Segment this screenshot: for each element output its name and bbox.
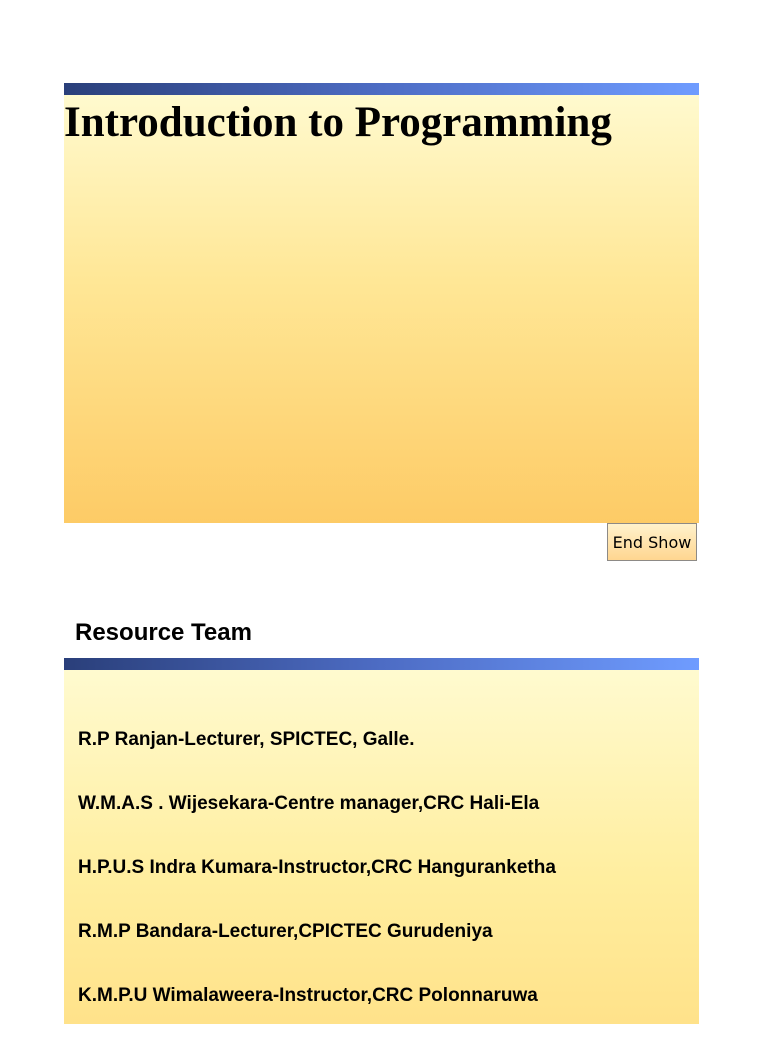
resource-team-slide (64, 658, 699, 1024)
team-member: R.P Ranjan-Lecturer, SPICTEC, Galle. (78, 729, 415, 750)
team-member: W.M.A.S . Wijesekara-Centre manager,CRC Hali-Ela (78, 793, 540, 814)
slide-header-bar (64, 658, 699, 670)
team-member: K.M.P.U Wimalaweera-Instructor,CRC Polonnaruwa (78, 985, 538, 1006)
slide-header-bar (64, 83, 699, 95)
slide-title: Introduction to Programming (64, 99, 612, 146)
resource-team-heading: Resource Team (75, 619, 252, 646)
team-member: R.M.P Bandara-Lecturer,CPICTEC Gurudeniya (78, 921, 493, 942)
end-show-button[interactable]: End Show (607, 523, 697, 561)
title-slide (64, 83, 699, 523)
team-member: H.P.U.S Indra Kumara-Instructor,CRC Hanguranketha (78, 857, 556, 878)
team-list (78, 728, 556, 1048)
